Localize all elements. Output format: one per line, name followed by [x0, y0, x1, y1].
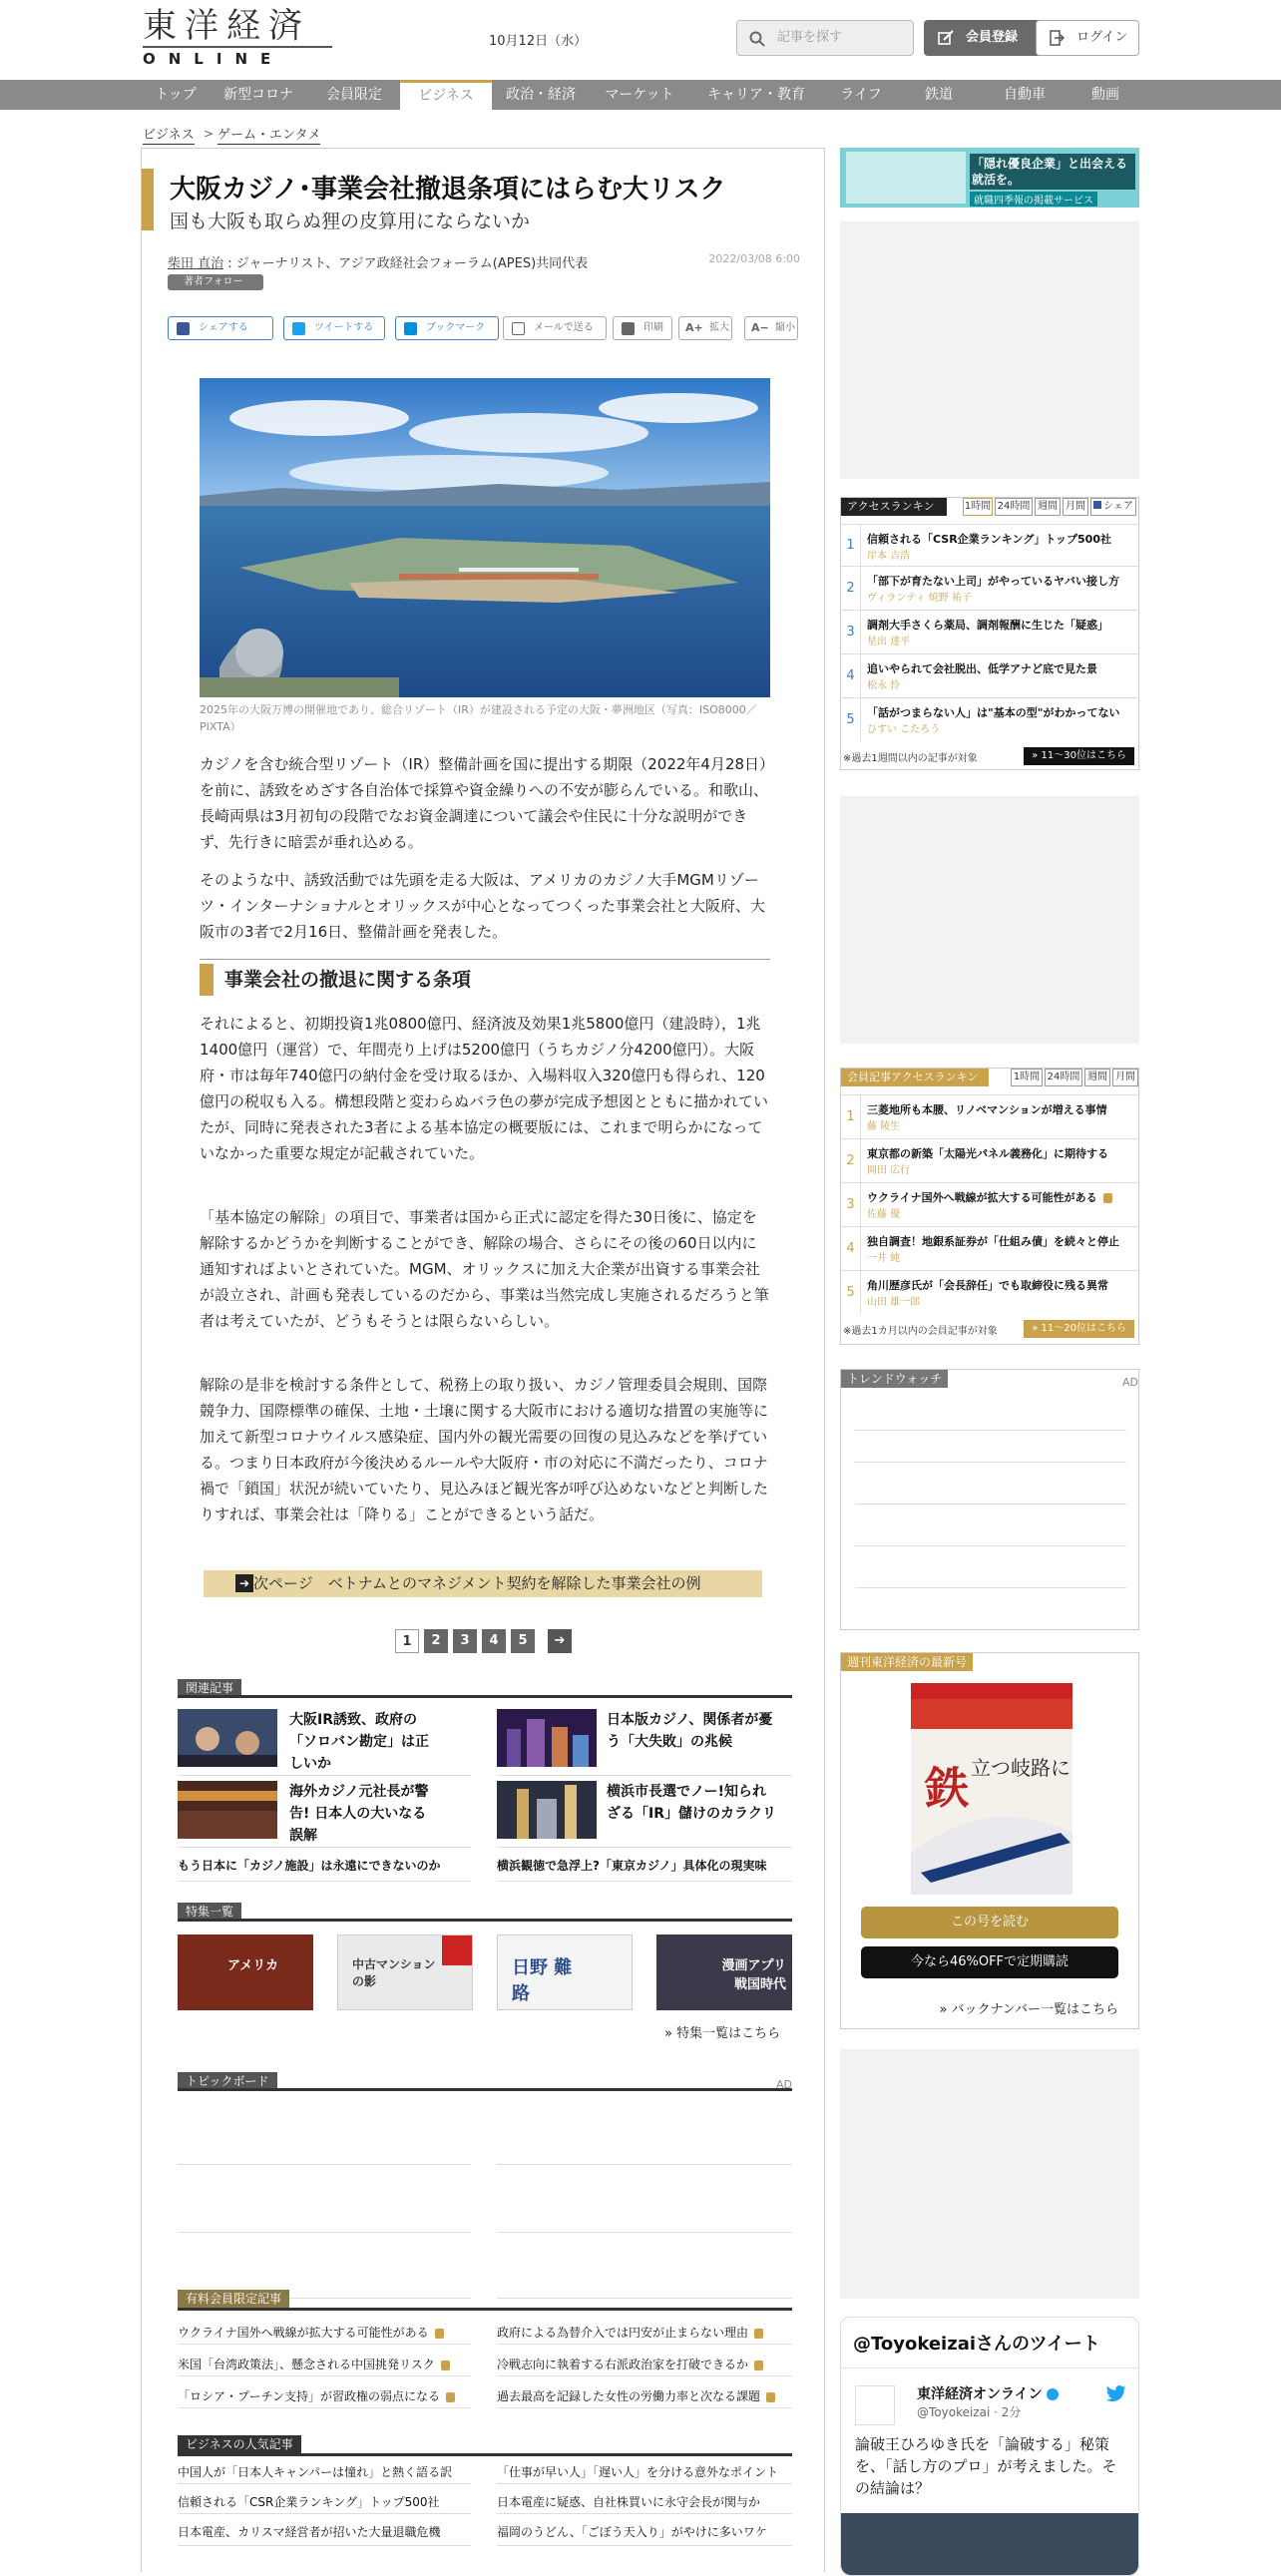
divider [497, 2407, 792, 2408]
facebook-share-button[interactable] [168, 316, 273, 340]
member-ranking-label: 会員記事アクセスランキング [841, 1069, 989, 1086]
print-label: 印刷 [643, 322, 663, 333]
article-paragraph: 解除の是非を検討する条件として、税務上の取り扱い、カジノ管理委員会規則、国際競争力、国際標準の確保、土地・土壌に関する大阪市における適切な措置の実施等に加えて新型コロナウイルス感染症、国内外の観光需要の回復の見込みなどを挙げている。つまり日本政府が今後決めるルールや大阪府・市の対応に不満だったり、コロナ禍で「鎖国」状況が続いていたり、見込みほど観光客が呼び込めないなどと判断したりすれば、事業会社は「降りる」ことができるという話だ。 [200, 1376, 769, 1523]
tweet-handle: @Toyokeizai · 2分 [917, 2405, 1022, 2419]
zoom-out-button[interactable] [744, 316, 798, 340]
banner-sub: 就職四季報の掲載サービス [970, 192, 1097, 207]
divider [497, 1847, 792, 1848]
divider [178, 2375, 471, 2376]
divider [178, 2513, 471, 2514]
rank-tab-1h[interactable]: 1時間 [1011, 1069, 1043, 1086]
feature-thumb[interactable] [497, 1934, 633, 2010]
page-5[interactable]: 5 [511, 1629, 535, 1653]
verified-icon [1047, 2388, 1059, 2400]
lock-icon [754, 2329, 763, 2339]
nav-item[interactable]: 政治・経済 [506, 87, 576, 103]
lock-icon [766, 2392, 775, 2402]
divider [497, 2375, 792, 2376]
article-title: 大阪カジノ･事業会社撤退条項にはらむ大リスク [170, 175, 726, 205]
premium-divider [178, 2308, 792, 2311]
related-title[interactable]: 日本版カジノ、関係者が憂う「大失敗」の兆候 [607, 1712, 773, 1750]
site-header [0, 0, 1281, 80]
related-text-link[interactable]: もう日本に「カジノ施設」は永遠にできないのか [178, 1859, 441, 1873]
rank-tab-share[interactable] [1090, 498, 1136, 516]
mail-button[interactable] [503, 316, 607, 340]
page-3[interactable]: 3 [453, 1629, 477, 1653]
divider [497, 2164, 792, 2165]
lock-icon [441, 2361, 450, 2370]
rank-tab-1h[interactable]: 1時間 [963, 498, 993, 516]
print-icon [622, 322, 635, 335]
article-subtitle: 国も大阪も取らぬ狸の皮算用にならないか [170, 211, 531, 232]
rank-tab-24h[interactable]: 24時間 [1045, 1069, 1082, 1086]
popular-item[interactable]: 福岡のうどん、「ごぼう天入り」がやけに多いワケ [497, 2525, 767, 2539]
banner-title: 「隠れ優良企業」と出会える就活を。 [970, 154, 1135, 190]
page-4[interactable]: 4 [482, 1629, 506, 1653]
backnumber-label: バックナンバー一覧はこちら [951, 2002, 1118, 2017]
page-1[interactable]: 1 [395, 1629, 419, 1653]
features-more-link[interactable]: » 特集一覧はこちら [664, 2026, 781, 2041]
zoom-in-button[interactable] [678, 316, 732, 340]
feature-thumb-label: アメリカ [227, 1958, 279, 1973]
nav-item[interactable]: 鉄道 [925, 87, 953, 103]
related-text-link[interactable]: 横浜観徳で急浮上?「東京カジノ」具体化の現実味 [497, 1859, 767, 1873]
ranking-more-link[interactable]: » 11～20位はこちら [1024, 1320, 1134, 1338]
article-container [141, 148, 825, 2572]
facebook-icon [1093, 501, 1101, 509]
rank-tab-share-label: シェア [1103, 501, 1133, 512]
divider [497, 1775, 792, 1776]
topic-divider [178, 2088, 792, 2091]
rank-tab-month[interactable]: 月間 [1112, 1069, 1138, 1086]
ranking-item[interactable]: 3 調剤大手さくら薬局、調剤報酬に生じた「疑惑」 星出 達平 [841, 610, 1138, 653]
divider [178, 2232, 471, 2233]
tweet-image[interactable] [841, 2513, 1138, 2575]
topic-label: トピックボード [178, 2072, 277, 2090]
twitter-widget-title: @Toyokeizaiさんのツイート [853, 2334, 1100, 2355]
premium-item[interactable] [178, 2387, 455, 2404]
search-placeholder: 記事を探す [777, 30, 843, 45]
lock-icon [446, 2392, 455, 2402]
popular-item[interactable]: 中国人が「日本人キャンパーは憧れ」と熱く語る訳 [178, 2465, 453, 2479]
ranking-item[interactable]: 4 独自調査！地銀系証券が「仕組み債」を続々と停止 一井 純 [841, 1226, 1138, 1270]
feature-thumb[interactable] [656, 1934, 792, 2010]
ranking-author: 山田 雄一郎 [867, 1297, 921, 1308]
related-divider [178, 1695, 792, 1698]
related-title[interactable]: 海外カジノ元社長が警告! 日本人の大いなる誤解 [289, 1784, 429, 1844]
divider [178, 1775, 471, 1776]
ranking-author: ヴィランティ 焼野 祐子 [867, 593, 972, 604]
zoom-in-icon: A+ [685, 321, 703, 334]
related-title[interactable]: 横浜市長選でノー!知られざる「IR」儲けのカラクリ [607, 1784, 776, 1822]
search-input[interactable] [736, 20, 914, 56]
premium-title: 「ロシア・プーチン支持」が習政権の弱点になる [178, 2389, 441, 2403]
author-desc: ジャーナリスト、アジア政経社会フォーラム(APES)共同代表 [235, 256, 589, 271]
premium-item[interactable] [178, 2356, 450, 2372]
nav-item[interactable]: 新型コロナ [223, 87, 293, 103]
bookmark-label: ブックマーク [426, 322, 486, 333]
nav-item[interactable]: キャリア・教育 [707, 87, 805, 103]
lock-icon [754, 2361, 763, 2370]
ad-slot [840, 796, 1139, 1044]
mail-icon [512, 322, 525, 335]
zoom-out-label: 縮小 [775, 322, 795, 333]
ranking-note: ※過去1カ月以内の会員記事が対象 [843, 1326, 998, 1337]
ranking-title: 追いやられて会社脱出、低学アナど底で見た景 [867, 662, 1097, 675]
login-button[interactable] [1036, 20, 1139, 56]
ranking-author: ひすい こたろう [867, 724, 941, 735]
twitter-bird-icon[interactable] [1106, 2385, 1126, 2401]
main-nav [0, 80, 1281, 110]
premium-title: 過去最高を記録した女性の労働力率と次なる課題 [497, 2389, 761, 2403]
twitter-icon [292, 322, 305, 335]
bookmark-icon [404, 322, 417, 335]
related-thumb[interactable] [497, 1709, 597, 1767]
premium-title: 米国「台湾政策法」、懸念される中国挑発リスク [178, 2358, 435, 2371]
ranking-item[interactable]: 1 三菱地所も本腰、リノベマンションが増える事情 藤 陵生 [841, 1094, 1138, 1138]
ranking-title: 東京都の新築「太陽光パネル義務化」に期待する [867, 1147, 1108, 1160]
rank-tab-week[interactable]: 週間 [1084, 1069, 1110, 1086]
related-thumb[interactable] [497, 1781, 597, 1839]
zoom-in-label: 拡大 [709, 322, 729, 333]
ranking-item[interactable]: 5 角川歴彦氏が「会長辞任」でも取締役に残る異常 山田 雄一郎 [841, 1270, 1138, 1314]
magazine-box [840, 1652, 1139, 2029]
follow-label: 著者フォロー [184, 276, 243, 287]
ranking-author: 星出 達平 [867, 637, 911, 647]
publish-date: 2022/03/08 6:00 [708, 252, 800, 265]
member-ranking [840, 1068, 1139, 1345]
photo-caption: 2025年の大阪万博の開催地であり、総合リゾート（IR）が建設される予定の大阪・夢洲地区（写真：ISO8000／PIXTA） [200, 703, 757, 733]
related-label: 関連記事 [178, 1679, 241, 1697]
register-button[interactable] [924, 20, 1048, 56]
arrow-right-icon: ➔ [235, 1574, 253, 1592]
avatar[interactable] [855, 2385, 895, 2425]
rank-tab-24h[interactable]: 24時間 [995, 498, 1033, 516]
feature-thumb-label: 漫画アプリ 戦国時代 [721, 1958, 786, 1992]
lock-icon [1103, 1193, 1112, 1203]
rank-tab-month[interactable]: 月間 [1063, 498, 1088, 516]
divider [497, 2513, 792, 2514]
zoom-out-icon: A− [751, 321, 769, 334]
backnumber-link[interactable]: » バックナンバー一覧はこちら [939, 2002, 1118, 2017]
next-page-link[interactable] [204, 1570, 762, 1597]
tweet-label: ツイートする [314, 322, 374, 333]
premium-title: 政府による為替介入では円安が止まらない理由 [497, 2326, 749, 2340]
popular-label: ビジネスの人気記事 [178, 2435, 301, 2453]
ranking-title-text: ウクライナ国外へ戦線が拡大する可能性がある [867, 1191, 1097, 1204]
premium-item[interactable] [497, 2387, 775, 2404]
ranking-author: 一井 純 [867, 1253, 901, 1264]
ranking-author: 岸本 吉浩 [867, 551, 911, 562]
popular-item[interactable]: 信頼される「CSR企業ランキング」トップ500社 [178, 2495, 440, 2509]
next-page-arrow-icon[interactable]: ➔ [548, 1629, 572, 1653]
article-paragraph: 「基本協定の解除」の項目で、事業者は国から正式に認定を得た30日後に、協定を解除するかどうかを判断することができ、解除の場合、さらにその後の60日以内に通知すればよいとされていた。MGM、オリックスに加え大企業が出資する事業会社が設立され、計画も発表しているのだから、事業は当然完成し実施されるだろうと筆者は考えていたが、どうもそうとは限らないらしい。 [200, 1208, 769, 1330]
feature-thumb[interactable] [337, 1934, 473, 2010]
follow-author-button[interactable] [168, 274, 263, 290]
popular-item[interactable]: 日本電産、カリスマ経営者が招いた大量退職危機 [178, 2525, 441, 2539]
ranking-item[interactable]: 4 追いやられて会社脱出、低学アナど底で見た景 松永 怜 [841, 653, 1138, 697]
divider [497, 2545, 792, 2546]
popular-divider [178, 2453, 792, 2456]
ad-marker: AD [1122, 1376, 1138, 1389]
page-2[interactable]: 2 [424, 1629, 448, 1653]
ranking-author: 佐藤 優 [867, 1209, 901, 1220]
ranking-title: 「話がつまらない人」は"基本の型"がわかってない [867, 706, 1120, 719]
divider [497, 2232, 792, 2233]
print-button[interactable] [613, 316, 672, 340]
ranking-item[interactable]: 1 信頼される「CSR企業ランキング」トップ500社 岸本 吉浩 [841, 524, 1138, 566]
feature-thumb-label: 中古マンションの影 [352, 1957, 436, 1988]
ranking-item[interactable]: 5 「話がつまらない人」は"基本の型"がわかってない ひすい こたろう [841, 697, 1138, 741]
features-label: 特集一覧 [178, 1903, 241, 1921]
premium-label: 有料会員限定記事 [178, 2290, 289, 2308]
divider [497, 2344, 792, 2345]
ranking-title: 独自調査！地銀系証券が「仕組み債」を続々と停止 [867, 1235, 1119, 1248]
premium-item[interactable] [497, 2356, 763, 2372]
article-photo [200, 378, 770, 697]
magazine-label: 週刊東洋経済の最新号 [841, 1653, 973, 1671]
ranking-item[interactable]: 3 ウクライナ国外へ戦線が拡大する可能性がある 佐藤 優 [841, 1182, 1138, 1226]
feature-thumb-label: 日野 難路 [512, 1957, 573, 2004]
divider [178, 2545, 471, 2546]
related-title[interactable]: 大阪IR誘致、政府の「ソロバン勘定」は正しいか [289, 1712, 429, 1772]
divider [497, 1881, 792, 1882]
access-ranking-label: アクセスランキング [841, 498, 947, 516]
author-line: 柴田 直治 : ジャーナリスト、アジア政経社会フォーラム(APES)共同代表 [168, 256, 589, 271]
mail-label: メールで送る [534, 322, 594, 333]
ranking-title: 調剤大手さくら薬局、調剤報酬に生じた「疑惑」 [867, 619, 1108, 632]
ranking-title [867, 1189, 1112, 1205]
svg-text:鉄: 鉄 [925, 1763, 969, 1814]
tweet-button[interactable] [283, 316, 385, 340]
features-more-label: 特集一覧はこちら [676, 2026, 781, 2041]
ranking-title: 三菱地所も本腰、リノベマンションが増える事情 [867, 1103, 1107, 1116]
logo-kanji: 東洋経済 [143, 6, 310, 46]
tweet-author-name: 東洋経済オンライン [917, 2386, 1043, 2402]
breadcrumb-item[interactable]: ビジネス [143, 128, 195, 143]
article-paragraph: カジノを含む統合型リゾート（IR）整備計画を国に提出する期限（2022年4月28日）を前に、誘致をめざす各自治体で採算や資金繰りへの不安が膨らんでいる。和歌山、長崎両県は3月初旬の段階でなお資金調達について議会や住民に十分な説明ができず、先行きに暗雲が垂れ込める。 [200, 755, 769, 851]
divider [178, 2407, 471, 2408]
login-label: ログイン [1076, 30, 1128, 45]
divider [178, 1881, 471, 1882]
nav-item[interactable]: トップ [155, 87, 197, 103]
title-accent [142, 169, 154, 230]
breadcrumb-item[interactable]: ゲーム・エンタメ [217, 128, 321, 143]
login-icon [1049, 30, 1065, 46]
nav-item[interactable]: ライフ [840, 87, 882, 103]
edit-icon [938, 30, 954, 46]
ranking-more-link[interactable]: » 11～30位はこちら [1024, 747, 1134, 765]
trend-label: トレンドウォッチ [841, 1370, 948, 1388]
nav-item[interactable]: 動画 [1091, 87, 1119, 103]
ad-slot [840, 2049, 1139, 2299]
ranking-title: 信頼される「CSR企業ランキング」トップ500社 [867, 533, 1111, 546]
nav-item[interactable]: マーケット [605, 87, 674, 103]
divider [178, 2164, 471, 2165]
related-thumb[interactable] [178, 1709, 277, 1767]
facebook-icon [177, 322, 190, 335]
nav-item[interactable]: 会員限定 [326, 87, 382, 103]
logo-online: ONLINE [143, 46, 332, 68]
popular-item[interactable]: 「仕事が早い人」「遅い人」を分ける意外なポイント [497, 2465, 779, 2479]
ranking-author: 岡田 広行 [867, 1165, 911, 1176]
share-label: シェアする [199, 322, 248, 333]
sidebar-banner[interactable] [840, 148, 1139, 208]
twitter-widget [840, 2317, 1139, 2576]
article-paragraph: そのような中、誘致活動では先頭を走る大阪は、アメリカのカジノ大手MGMリゾーツ・インターナショナルとオリックスが中心となってつくった事業会社と大阪府、大阪市の3者で2月16日、整備計画を発表した。 [200, 871, 766, 941]
ranking-title: 角川歴彦氏が「会長辞任」でも取締役に残る異常 [867, 1279, 1108, 1292]
ranking-note: ※過去1週間以内の記事が対象 [843, 753, 978, 764]
ad-marker: AD [776, 2078, 792, 2091]
feature-thumb[interactable] [178, 1934, 313, 2010]
magazine-cover[interactable] [911, 1683, 1072, 1895]
search-icon [749, 31, 765, 47]
lock-icon [435, 2329, 444, 2339]
premium-item[interactable] [497, 2324, 763, 2341]
tweet-text: 論破王ひろゆき氏を「論破する」秘策を、「話し方のプロ」が考えました。その結論は？ [855, 2435, 1117, 2497]
premium-item[interactable] [178, 2324, 444, 2341]
divider [178, 2344, 471, 2345]
author-name[interactable]: 柴田 直治 [168, 256, 224, 271]
premium-title: 冷戦志向に執着する右派政治家を打破できるか [497, 2358, 749, 2371]
tweet-author[interactable] [917, 2383, 1059, 2403]
bookmark-button[interactable] [395, 316, 499, 340]
ranking-author: 藤 陵生 [867, 1121, 901, 1132]
register-label: 会員登録 [966, 30, 1019, 45]
ad-slot [840, 221, 1139, 479]
read-issue-button[interactable]: この号を読む [861, 1907, 1118, 1938]
trend-watch [840, 1369, 1139, 1630]
site-logo[interactable] [143, 6, 334, 70]
next-page-label: 次ページ ベトナムとのマネジメント契約を解除した事業会社の例 [253, 1574, 701, 1592]
magazine-title [991, 1785, 993, 1786]
access-ranking [840, 497, 1139, 770]
related-thumb[interactable] [178, 1781, 277, 1839]
divider [178, 2483, 471, 2484]
ranking-title: 「部下が育たない上司」がやっているヤバい接し方 [867, 575, 1119, 588]
header-date: 10月12日（水） [489, 34, 588, 49]
rank-tab-week[interactable]: 週間 [1035, 498, 1061, 516]
features-divider [178, 1919, 792, 1922]
divider [178, 1847, 471, 1848]
popular-item[interactable]: 日本電産に疑惑、自社株買いに永守会長が関与か [497, 2495, 761, 2509]
divider [497, 2483, 792, 2484]
ranking-item[interactable]: 2 東京都の新築「太陽光パネル義務化」に期待する 岡田 広行 [841, 1138, 1138, 1182]
divider [497, 2298, 792, 2299]
breadcrumb-separator: > [204, 127, 214, 141]
nav-item-active[interactable]: ビジネス [400, 80, 492, 110]
ranking-item[interactable]: 2 「部下が育たない上司」がやっているヤバい接し方 ヴィランティ 焼野 祐子 [841, 566, 1138, 610]
subscribe-button[interactable]: 今なら46%OFFで定期購読 [861, 1946, 1118, 1978]
premium-title: ウクライナ国外へ戦線が拡大する可能性がある [178, 2326, 429, 2340]
section-heading: 事業会社の撤退に関する条項 [200, 959, 770, 993]
nav-item[interactable]: 自動車 [1004, 87, 1046, 103]
article-paragraph: それによると、初期投資1兆0800億円、経済波及効果1兆5800億円（建設時），1兆1400億円（運営）で、年間売り上げは5200億円（うちカジノ分4200億円）。大阪府・市は毎年740億円の納付金を受け取るほか、入場料収入320億円も得られ、120億円の税収も入る。構想段階と変わらぬバラ色の夢が完成予想図とともに描かれていたが、同時に発表された3者による基本協定の概要版には、これまで明らかになっていなかった重要な規定が記載されていた。 [200, 1015, 769, 1162]
svg-text:立つ岐路に: 立つ岐路に [971, 1756, 1070, 1780]
ranking-author: 松永 怜 [867, 680, 901, 691]
